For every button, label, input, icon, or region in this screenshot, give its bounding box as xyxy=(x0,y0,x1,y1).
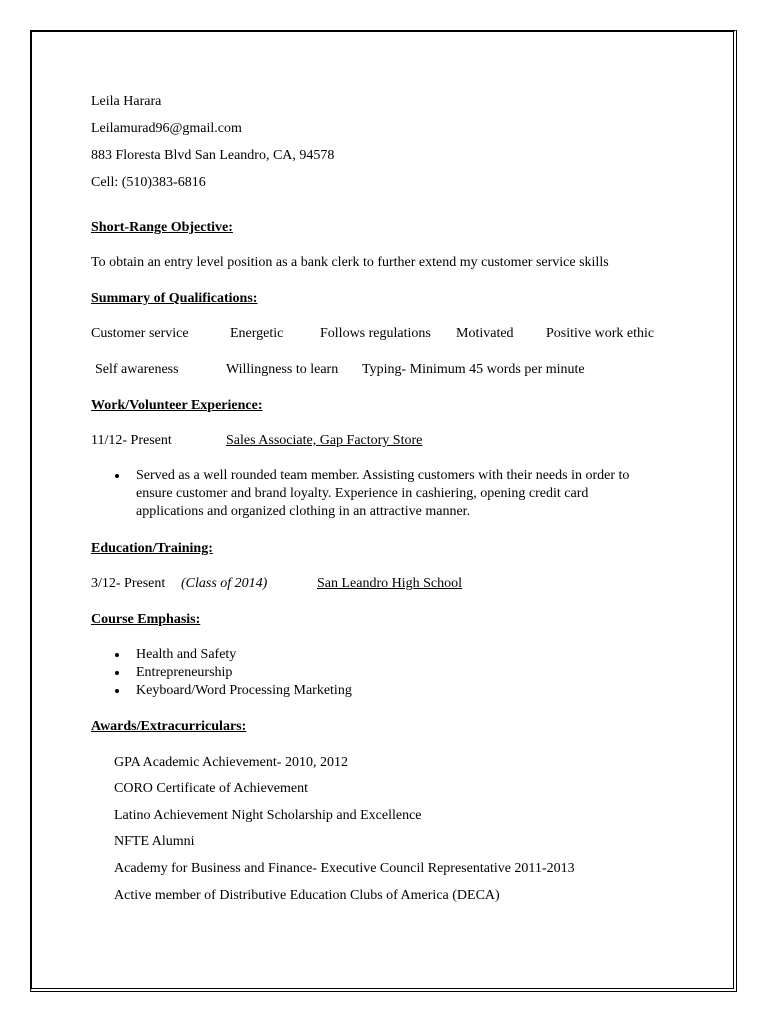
experience-dates: 11/12- Present xyxy=(91,433,172,448)
experience-position: Sales Associate, Gap Factory Store xyxy=(226,433,423,448)
course-item: Entrepreneurship xyxy=(136,665,233,680)
bullet-icon xyxy=(115,653,119,657)
experience-bullet-line: Served as a well rounded team member. Assisting customers with their needs in order to xyxy=(136,468,630,483)
award-item: Active member of Distributive Education Clubs of America (DECA) xyxy=(114,888,500,903)
awards-heading: Awards/Extracurriculars: xyxy=(91,719,247,734)
qualification-item: Follows regulations xyxy=(320,326,431,341)
experience-bullet-line: ensure customer and brand loyalty. Experience in cashiering, opening credit card xyxy=(136,486,589,501)
course-item: Health and Safety xyxy=(136,647,237,662)
objective-text: To obtain an entry level position as a bank clerk to further extend my customer service skills xyxy=(91,255,609,270)
qualification-item: Customer service xyxy=(91,326,189,341)
award-item: GPA Academic Achievement- 2010, 2012 xyxy=(114,755,348,770)
education-school: San Leandro High School xyxy=(317,576,463,591)
bullet-icon xyxy=(115,671,119,675)
contact-cell: Cell: (510)383-6816 xyxy=(91,175,206,190)
bullet-icon xyxy=(115,474,119,478)
experience-heading: Work/Volunteer Experience: xyxy=(91,398,263,413)
bullet-icon xyxy=(115,689,119,693)
award-item: Latino Achievement Night Scholarship and Excellence xyxy=(114,808,422,823)
award-item: Academy for Business and Finance- Executive Council Representative 2011-2013 xyxy=(114,861,575,876)
contact-name: Leila Harara xyxy=(91,94,162,109)
qualification-item: Motivated xyxy=(456,326,514,341)
education-dates: 3/12- Present xyxy=(91,576,166,591)
education-heading: Education/Training: xyxy=(91,541,213,556)
experience-bullet-line: applications and organized clothing in an attractive manner. xyxy=(136,504,471,519)
objective-heading: Short-Range Objective: xyxy=(91,220,233,235)
qualification-item: Energetic xyxy=(230,326,284,341)
course-item: Keyboard/Word Processing Marketing xyxy=(136,683,352,698)
qualification-item: Self awareness xyxy=(95,362,179,377)
qualification-item: Willingness to learn xyxy=(226,362,339,377)
qualification-item: Positive work ethic xyxy=(546,326,655,341)
contact-address: 883 Floresta Blvd San Leandro, CA, 94578 xyxy=(91,148,335,163)
award-item: CORO Certificate of Achievement xyxy=(114,781,308,796)
courses-heading: Course Emphasis: xyxy=(91,612,201,627)
qualification-item: Typing- Minimum 45 words per minute xyxy=(362,362,585,377)
qualifications-heading: Summary of Qualifications: xyxy=(91,291,258,306)
education-class-of: (Class of 2014) xyxy=(181,576,268,591)
award-item: NFTE Alumni xyxy=(114,834,195,849)
contact-email: Leilamurad96@gmail.com xyxy=(91,121,242,136)
